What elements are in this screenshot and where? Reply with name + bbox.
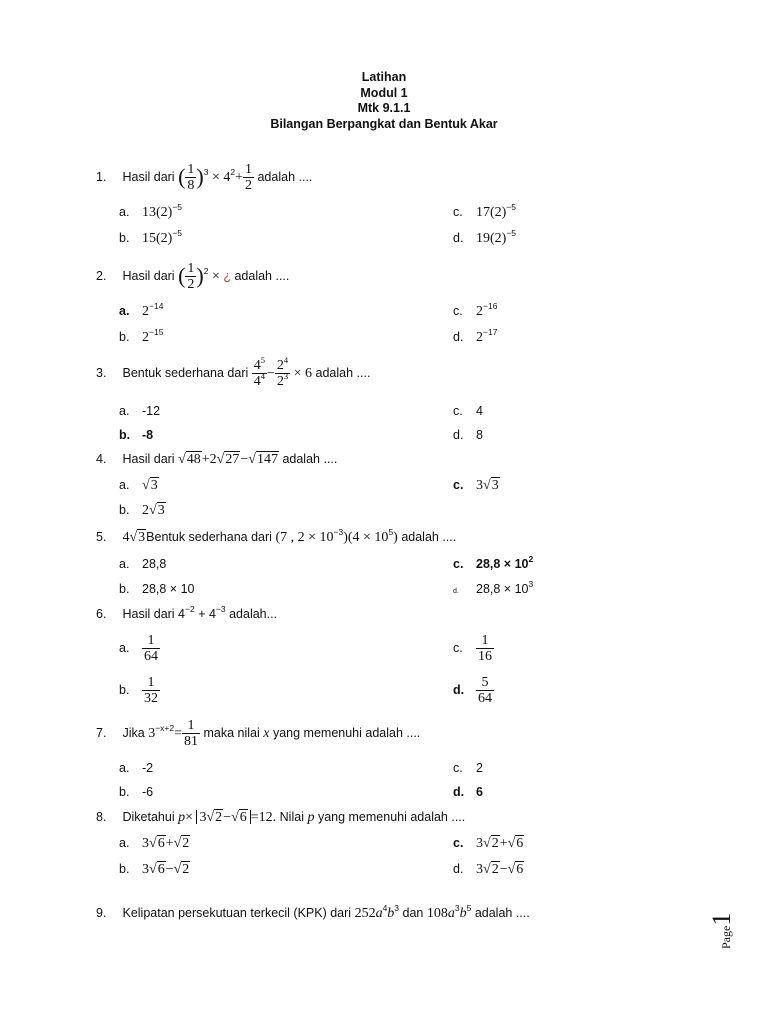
question-5: 5. 4√3Bentuk sederhana dari (7 , $2 \times 10^{-3})(4 \times 10^5)$ adalah .... <box>96 527 457 545</box>
option-1c: c. $17(2)^{-5}$ <box>453 202 517 220</box>
option-1a: a. $13(2)^{-5}$ <box>119 202 183 220</box>
option-7d: d. 6 <box>453 785 483 799</box>
option-8d: d. 3√2−√6 <box>453 862 524 877</box>
option-8a: a. 3√6+√2 <box>119 836 190 851</box>
page-number: Page1 <box>707 912 736 949</box>
option-8c: c. 3√2+√6 <box>453 836 524 851</box>
option-1d: d. $19(2)^{-5}$ <box>453 228 517 246</box>
option-2c: c. $2^{-16}$ <box>453 301 498 319</box>
option-6a: a. $\frac{1}{64}$ <box>119 633 158 664</box>
option-3b: b. -8 <box>119 428 154 442</box>
option-6c: c. $\frac{1}{16}$ <box>453 633 492 664</box>
option-2a: a. $2^{-14}$ <box>119 301 164 319</box>
option-3a: a. -12 <box>119 404 161 418</box>
option-2b: b. $2^{-15}$ <box>119 327 164 345</box>
question-7: 7. Jika $3^{-x+2}=$ $\frac{1}{81}$ maka nilai x yang memenuhi adalah .... <box>96 718 421 749</box>
question-4: 4. Hasil dari √48+2√27−√147 adalah .... <box>96 452 338 467</box>
option-4c: c. 3√3 <box>453 478 499 493</box>
header-title: Latihan <box>361 70 407 84</box>
fraction: $\frac{4^5}{4^4}$ <box>253 355 265 389</box>
fraction: $\frac{1}{8}$ <box>187 162 195 193</box>
unknown-symbol: ¿ <box>223 268 231 283</box>
option-5b: b. 28,8 × 10 <box>119 582 195 596</box>
option-7c: c. 2 <box>453 761 483 775</box>
option-5c: c. $28,8 \times 10^2$ <box>453 554 534 571</box>
square-root: √147 <box>248 452 278 467</box>
question-8: 8. Diketahui p× 3√2−√6 =12. Nilai p yang memenuhi adalah .... <box>96 810 466 825</box>
fraction: $\frac{2^4}{2^3}$ <box>276 355 289 389</box>
option-4b: b. 2√3 <box>119 503 165 518</box>
question-text: Hasil dari <box>122 169 175 184</box>
header-topic: Bilangan Berpangkat dan Bentuk Akar <box>270 116 498 131</box>
question-number: 1. <box>96 169 107 184</box>
question-3: 3. Bentuk sederhana dari $\frac{4^5}{4^4}$ − $\frac{2^4}{2^3}$ × 6 adalah .... <box>96 355 371 389</box>
option-2d: d. $2^{-17}$ <box>453 327 498 345</box>
option-4a: a. √3 <box>119 478 158 493</box>
option-6b: b. $\frac{1}{32}$ <box>119 675 158 706</box>
square-root: √27 <box>216 452 240 467</box>
header-module: Modul 1 <box>360 85 408 100</box>
question-9: 9. Kelipatan persekutuan terkecil (KPK) dari $252a^4b^3$ dan $108a^3b^5$ adalah .... <box>96 903 530 921</box>
option-3d: d. 8 <box>453 428 483 442</box>
header-code: Mtk 9.1.1 <box>357 101 411 115</box>
option-7a: a. -2 <box>119 761 154 775</box>
option-1b: b. $15(2)^{-5}$ <box>119 228 183 246</box>
option-8b: b. 3√6−√2 <box>119 862 190 877</box>
fraction: $\frac{1}{2}$ <box>245 162 252 193</box>
question-2: 2. Hasil dari ( $\frac{1}{2}$ )$^2$ × ¿ adalah .... <box>96 261 290 292</box>
fraction: $\frac{1}{2}$ <box>187 261 195 292</box>
option-6d: d. $\frac{5}{64}$ <box>453 675 492 706</box>
question-6: 6. Hasil dari $4^{-2} + 4^{-3}$ adalah... <box>96 604 278 621</box>
square-root: √48 <box>178 452 201 467</box>
option-5d: d. $28,8 \times 10^3$ <box>453 579 534 596</box>
option-7b: b. -6 <box>119 785 154 799</box>
question-1: 1. Hasil dari ( $\frac{1}{8}$ )$^3 \times 4^2+$ $\frac{1}{2}$ adalah .... <box>96 162 313 193</box>
option-3c: c. 4 <box>453 404 483 418</box>
option-5a: a. 28,8 <box>119 557 167 571</box>
document-header <box>0 70 768 132</box>
